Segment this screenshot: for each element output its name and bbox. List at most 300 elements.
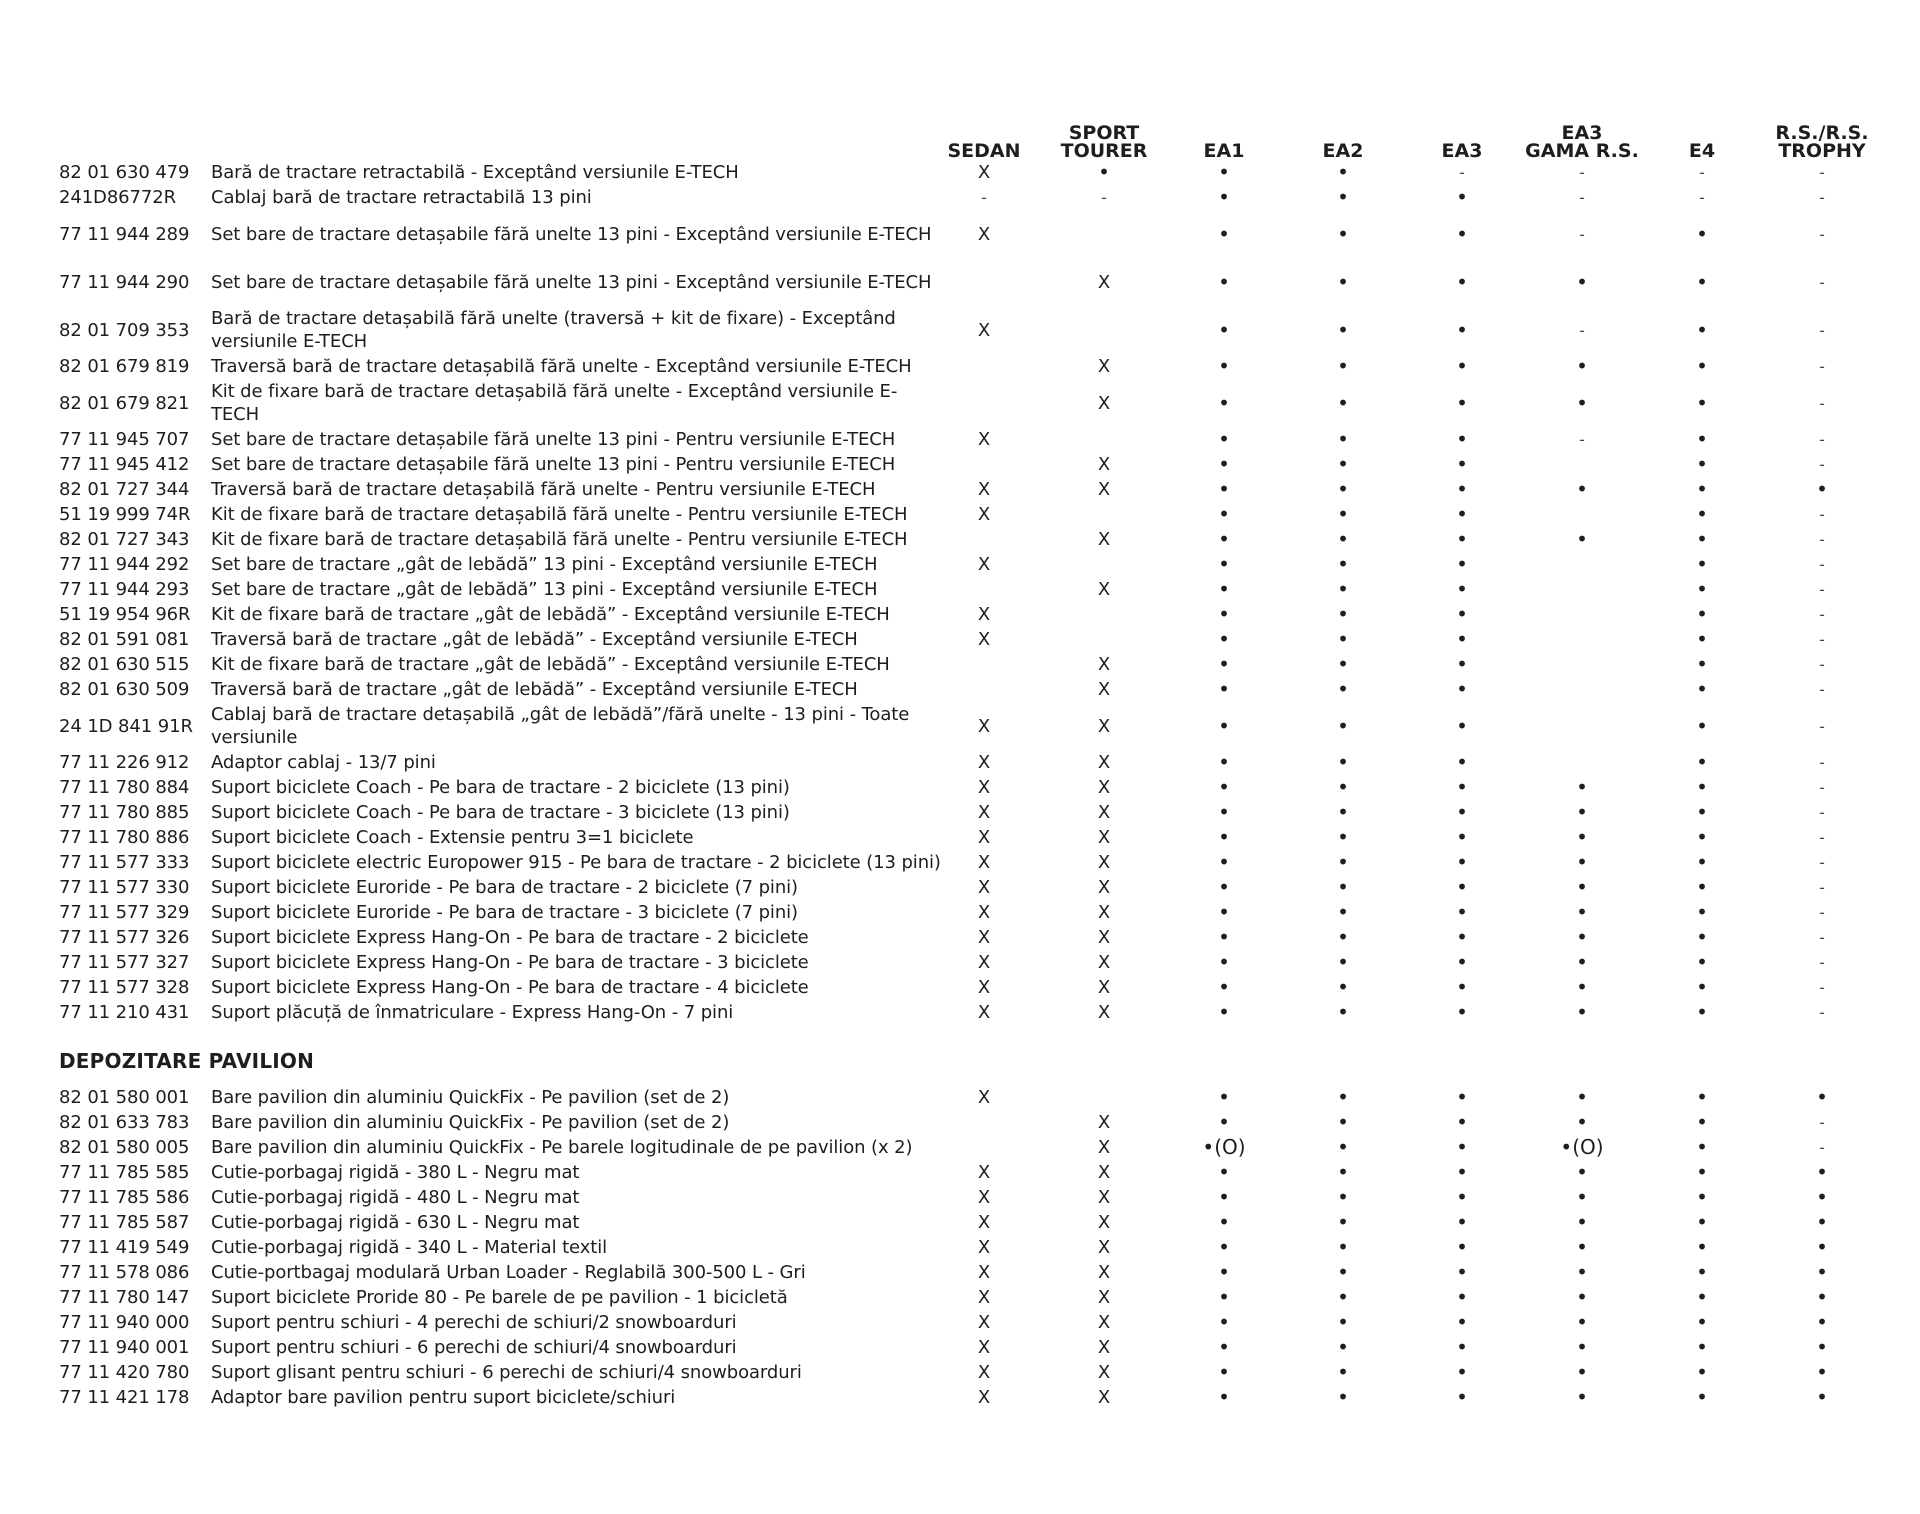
- availability-ea1: •: [1218, 750, 1230, 774]
- availability-sport-tourer: [1049, 306, 1159, 354]
- availability-rs-trophy: •: [1816, 1310, 1828, 1334]
- availability-e4: •: [1696, 825, 1708, 849]
- part-description: Bară de tractare detașabilă fără unelte (traversă + kit de fixare) - Exceptând versiunile E-TECH: [211, 308, 896, 352]
- availability-ea2: •: [1337, 850, 1349, 874]
- part-code: 77 11 210 431: [59, 1002, 190, 1023]
- availability-ea1: •: [1218, 1085, 1230, 1109]
- part-description: Bare pavilion din aluminiu QuickFix - Pe barele logitudinale de pe pavilion (x 2): [211, 1137, 913, 1158]
- availability-sedan: X: [977, 1387, 991, 1408]
- availability-ea3-gama-rs: [1527, 652, 1637, 677]
- availability-ea2: •: [1337, 1235, 1349, 1259]
- availability-rs-trophy: -: [1819, 953, 1825, 972]
- table-row: [0, 1085, 1920, 1110]
- availability-rs-trophy: •: [1816, 1210, 1828, 1234]
- availability-sedan: X: [977, 1262, 991, 1283]
- availability-e4: •: [1696, 1285, 1708, 1309]
- availability-sport-tourer: X: [1097, 579, 1111, 600]
- availability-sport-tourer: X: [1097, 1162, 1111, 1183]
- availability-rs-trophy: -: [1819, 978, 1825, 997]
- availability-sport-tourer: X: [1097, 1287, 1111, 1308]
- table-row: [0, 800, 1920, 825]
- availability-sport-tourer: X: [1097, 1212, 1111, 1233]
- availability-ea3-gama-rs: •: [1576, 825, 1588, 849]
- availability-ea3: •: [1456, 1110, 1468, 1134]
- availability-ea2: •: [1337, 825, 1349, 849]
- availability-ea1: •: [1218, 800, 1230, 824]
- table-row: [0, 652, 1920, 677]
- availability-sport-tourer: X: [1097, 1002, 1111, 1023]
- part-description: Suport biciclete Proride 80 - Pe barele de pe pavilion - 1 bicicletă: [211, 1287, 788, 1308]
- availability-e4: •: [1696, 900, 1708, 924]
- availability-ea1: •: [1218, 950, 1230, 974]
- table-row: [0, 577, 1920, 602]
- availability-ea3: •: [1456, 975, 1468, 999]
- part-code: 24 1D 841 91R: [59, 715, 193, 737]
- part-description: Kit de fixare bară de tractare „gât de lebădă” - Exceptând versiunile E-TECH: [211, 654, 890, 675]
- availability-ea2: •: [1337, 502, 1349, 526]
- availability-ea3-gama-rs: [1527, 702, 1637, 750]
- availability-e4: •: [1696, 1210, 1708, 1234]
- availability-rs-trophy: •: [1816, 1160, 1828, 1184]
- table-row: [0, 627, 1920, 652]
- part-code: 82 01 679 821: [59, 392, 190, 414]
- availability-ea3: •: [1456, 1160, 1468, 1184]
- availability-sedan: X: [977, 162, 991, 183]
- part-code: 77 11 780 886: [59, 827, 190, 848]
- availability-rs-trophy: •: [1816, 1260, 1828, 1284]
- availability-ea2: •: [1337, 1085, 1349, 1109]
- availability-ea3: •: [1456, 652, 1468, 676]
- availability-ea2: •: [1337, 1160, 1349, 1184]
- availability-ea1: •: [1218, 713, 1230, 738]
- availability-ea2: •: [1337, 221, 1349, 246]
- availability-rs-trophy: -: [1819, 320, 1825, 340]
- availability-e4: •: [1696, 1335, 1708, 1359]
- part-code: 77 11 785 585: [59, 1162, 190, 1183]
- table-row: [0, 527, 1920, 552]
- availability-ea3: •: [1456, 185, 1468, 209]
- table-row: [0, 452, 1920, 477]
- availability-ea1: •: [1218, 269, 1230, 294]
- section-title-roof-storage: DEPOZITARE PAVILION: [59, 1049, 315, 1073]
- availability-ea2: •: [1337, 269, 1349, 294]
- part-description: Suport biciclete Coach - Pe bara de tractare - 3 biciclete (13 pini): [211, 802, 790, 823]
- part-description: Traversă bară de tractare „gât de lebădă” - Exceptând versiunile E-TECH: [211, 629, 858, 650]
- column-header-rs-trophy: R.S./R.S. TROPHY: [1775, 122, 1869, 162]
- availability-ea3-gama-rs: •: [1576, 850, 1588, 874]
- availability-rs-trophy: -: [1819, 455, 1825, 474]
- part-code: 77 11 944 292: [59, 554, 190, 575]
- availability-sedan: X: [977, 1087, 991, 1108]
- availability-ea3: •: [1456, 775, 1468, 799]
- availability-rs-trophy: -: [1819, 430, 1825, 449]
- availability-e4: •: [1696, 1160, 1708, 1184]
- availability-e4: •: [1696, 713, 1708, 738]
- availability-ea3-gama-rs: [1527, 452, 1637, 477]
- availability-e4: -: [1699, 188, 1705, 207]
- availability-rs-trophy: -: [1819, 928, 1825, 947]
- availability-sedan: X: [977, 604, 991, 625]
- part-description: Suport biciclete Euroride - Pe bara de tractare - 3 biciclete (7 pini): [211, 902, 798, 923]
- part-code: 77 11 577 326: [59, 927, 190, 948]
- availability-sport-tourer: •: [1098, 160, 1110, 184]
- availability-ea3: •: [1456, 502, 1468, 526]
- availability-ea3: •: [1456, 1085, 1468, 1109]
- part-code: 77 11 780 884: [59, 777, 190, 798]
- availability-ea1: •: [1218, 1185, 1230, 1209]
- availability-sedan: X: [977, 1187, 991, 1208]
- availability-e4: •: [1696, 975, 1708, 999]
- part-description: Set bare de tractare detașabile fără unelte 13 pini - Pentru versiunile E-TECH: [211, 429, 896, 450]
- availability-rs-trophy: -: [1819, 272, 1825, 292]
- part-description: Set bare de tractare detașabile fără unelte 13 pini - Exceptând versiunile E-TECH: [211, 271, 932, 293]
- availability-sport-tourer: X: [1097, 1137, 1111, 1158]
- availability-ea1: •: [1218, 900, 1230, 924]
- availability-ea1: •: [1218, 552, 1230, 576]
- availability-e4: •: [1696, 627, 1708, 651]
- availability-ea3: •: [1456, 1335, 1468, 1359]
- availability-e4: •: [1696, 775, 1708, 799]
- part-description: Bare pavilion din aluminiu QuickFix - Pe pavilion (set de 2): [211, 1112, 730, 1133]
- availability-ea3: •: [1456, 452, 1468, 476]
- table-row: [0, 354, 1920, 379]
- availability-ea1: •: [1218, 390, 1230, 415]
- availability-ea2: •: [1337, 900, 1349, 924]
- table-row: [0, 750, 1920, 775]
- availability-e4: •: [1696, 1135, 1708, 1159]
- part-code: 77 11 940 000: [59, 1312, 190, 1333]
- availability-ea3: •: [1456, 552, 1468, 576]
- availability-ea2: •: [1337, 527, 1349, 551]
- availability-ea3: •: [1456, 427, 1468, 451]
- availability-sedan: X: [977, 1337, 991, 1358]
- availability-e4: •: [1696, 1360, 1708, 1384]
- availability-ea3-gama-rs: •(O): [1560, 1135, 1604, 1159]
- part-description: Cutie-porbagaj rigidă - 630 L - Negru mat: [211, 1212, 580, 1233]
- availability-sport-tourer: [1049, 602, 1159, 627]
- availability-rs-trophy: •: [1816, 477, 1828, 501]
- table-row: [0, 379, 1920, 427]
- availability-sedan: X: [977, 777, 991, 798]
- availability-sedan: X: [977, 852, 991, 873]
- availability-sport-tourer: X: [1097, 927, 1111, 948]
- availability-rs-trophy: -: [1819, 716, 1825, 736]
- availability-ea3: •: [1456, 1000, 1468, 1024]
- availability-rs-trophy: -: [1819, 655, 1825, 674]
- part-code: 241D86772R: [59, 187, 176, 208]
- availability-ea3: •: [1456, 900, 1468, 924]
- availability-sport-tourer: X: [1097, 852, 1111, 873]
- availability-ea3-gama-rs: •: [1576, 975, 1588, 999]
- table-row: [0, 602, 1920, 627]
- availability-rs-trophy: -: [1819, 1003, 1825, 1022]
- availability-ea3-gama-rs: •: [1576, 1185, 1588, 1209]
- availability-ea1: •: [1218, 317, 1230, 342]
- availability-ea1: •: [1218, 1285, 1230, 1309]
- availability-sedan: [929, 577, 1039, 602]
- part-code: 77 11 785 587: [59, 1212, 190, 1233]
- table-row: [0, 875, 1920, 900]
- availability-ea2: •: [1337, 1185, 1349, 1209]
- availability-ea3: •: [1456, 800, 1468, 824]
- table-row: [0, 160, 1920, 185]
- availability-rs-trophy: -: [1819, 1113, 1825, 1132]
- availability-ea2: •: [1337, 1285, 1349, 1309]
- availability-ea3-gama-rs: •: [1576, 1085, 1588, 1109]
- availability-sedan: [929, 452, 1039, 477]
- availability-ea3-gama-rs: [1527, 552, 1637, 577]
- part-description: Set bare de tractare „gât de lebădă” 13 pini - Exceptând versiunile E-TECH: [211, 579, 878, 600]
- availability-sedan: X: [977, 504, 991, 525]
- table-row: [0, 1000, 1920, 1025]
- availability-rs-trophy: -: [1819, 555, 1825, 574]
- availability-sedan: X: [977, 554, 991, 575]
- availability-sport-tourer: X: [1097, 1337, 1111, 1358]
- availability-ea2: •: [1337, 1310, 1349, 1334]
- availability-rs-trophy: -: [1819, 188, 1825, 207]
- availability-sport-tourer: X: [1097, 679, 1111, 700]
- availability-e4: •: [1696, 1110, 1708, 1134]
- availability-ea1: •: [1218, 1260, 1230, 1284]
- part-code: 82 01 630 479: [59, 162, 190, 183]
- part-code: 82 01 709 353: [59, 319, 190, 341]
- part-code: 82 01 630 509: [59, 679, 190, 700]
- availability-ea2: •: [1337, 652, 1349, 676]
- availability-sport-tourer: [1049, 627, 1159, 652]
- availability-ea2: •: [1337, 452, 1349, 476]
- availability-e4: •: [1696, 800, 1708, 824]
- availability-rs-trophy: -: [1819, 778, 1825, 797]
- table-row: [0, 1235, 1920, 1260]
- availability-ea2: •: [1337, 552, 1349, 576]
- availability-ea3: •: [1456, 1360, 1468, 1384]
- availability-rs-trophy: -: [1819, 828, 1825, 847]
- availability-ea3: •: [1456, 221, 1468, 246]
- part-description: Cutie-porbagaj rigidă - 340 L - Material textil: [211, 1237, 608, 1258]
- availability-rs-trophy: -: [1819, 605, 1825, 624]
- part-description: Suport biciclete Euroride - Pe bara de tractare - 2 biciclete (7 pini): [211, 877, 798, 898]
- table-row: [0, 1360, 1920, 1385]
- availability-sedan: X: [977, 1362, 991, 1383]
- part-description: Kit de fixare bară de tractare detașabilă fără unelte - Exceptând versiunile E-TECH: [211, 381, 898, 425]
- part-description: Suport biciclete Express Hang-On - Pe bara de tractare - 2 biciclete: [211, 927, 809, 948]
- availability-ea1: •: [1218, 875, 1230, 899]
- availability-ea3-gama-rs: •: [1576, 800, 1588, 824]
- availability-e4: •: [1696, 1385, 1708, 1409]
- availability-rs-trophy: -: [1819, 224, 1825, 244]
- part-code: 77 11 944 289: [59, 223, 190, 245]
- availability-ea3: •: [1456, 1285, 1468, 1309]
- availability-sport-tourer: X: [1097, 1387, 1111, 1408]
- part-code: 82 01 591 081: [59, 629, 190, 650]
- availability-ea2: •: [1337, 800, 1349, 824]
- availability-ea1: •: [1218, 502, 1230, 526]
- availability-ea1: •: [1218, 1385, 1230, 1409]
- availability-sedan: -: [981, 188, 987, 207]
- availability-sport-tourer: [1049, 427, 1159, 452]
- availability-rs-trophy: -: [1819, 357, 1825, 376]
- availability-sedan: [929, 258, 1039, 306]
- availability-ea2: •: [1337, 1110, 1349, 1134]
- availability-sport-tourer: [1049, 552, 1159, 577]
- column-header-sport-tourer: SPORT TOURER: [1060, 122, 1148, 162]
- availability-e4: •: [1696, 1000, 1708, 1024]
- availability-ea2: •: [1337, 602, 1349, 626]
- availability-ea3: •: [1456, 1310, 1468, 1334]
- availability-rs-trophy: •: [1816, 1085, 1828, 1109]
- availability-sedan: X: [977, 927, 991, 948]
- table-row: [0, 185, 1920, 210]
- availability-ea2: •: [1337, 627, 1349, 651]
- availability-rs-trophy: -: [1819, 853, 1825, 872]
- availability-ea2: •: [1337, 775, 1349, 799]
- availability-e4: •: [1696, 354, 1708, 378]
- availability-ea1: •: [1218, 577, 1230, 601]
- availability-ea3-gama-rs: -: [1579, 224, 1585, 244]
- availability-sport-tourer: X: [1097, 454, 1111, 475]
- availability-sedan: X: [977, 223, 991, 245]
- availability-ea2: •: [1337, 713, 1349, 738]
- availability-sedan: X: [977, 902, 991, 923]
- availability-ea1: •: [1218, 627, 1230, 651]
- part-description: Suport pentru schiuri - 4 perechi de schiuri/2 snowboarduri: [211, 1312, 737, 1333]
- column-header-ea3-gama-rs: EA3 GAMA R.S.: [1525, 122, 1639, 162]
- availability-ea3: -: [1459, 163, 1465, 182]
- availability-sedan: [929, 652, 1039, 677]
- part-description: Suport biciclete Coach - Extensie pentru 3=1 biciclete: [211, 827, 694, 848]
- table-row: [0, 925, 1920, 950]
- table-row: [0, 210, 1920, 258]
- table-row: [0, 477, 1920, 502]
- part-description: Suport biciclete Coach - Pe bara de tractare - 2 biciclete (13 pini): [211, 777, 790, 798]
- availability-rs-trophy: •: [1816, 1385, 1828, 1409]
- table-row: [0, 900, 1920, 925]
- availability-e4: •: [1696, 269, 1708, 294]
- table-row: [0, 1160, 1920, 1185]
- availability-sedan: [929, 1110, 1039, 1135]
- availability-e4: •: [1696, 750, 1708, 774]
- availability-ea3-gama-rs: •: [1576, 1285, 1588, 1309]
- part-description: Traversă bară de tractare „gât de lebădă” - Exceptând versiunile E-TECH: [211, 679, 858, 700]
- part-code: 82 01 727 344: [59, 479, 190, 500]
- availability-ea3-gama-rs: -: [1579, 320, 1585, 340]
- table-row: [0, 702, 1920, 750]
- availability-ea3-gama-rs: •: [1576, 1335, 1588, 1359]
- table-row: [0, 1335, 1920, 1360]
- availability-ea1: •: [1218, 452, 1230, 476]
- table-row: [0, 1110, 1920, 1135]
- availability-ea2: •: [1337, 950, 1349, 974]
- availability-rs-trophy: -: [1819, 505, 1825, 524]
- table-row: [0, 1260, 1920, 1285]
- availability-ea2: •: [1337, 185, 1349, 209]
- availability-ea1: •: [1218, 1000, 1230, 1024]
- availability-ea3: •: [1456, 577, 1468, 601]
- part-description: Set bare de tractare detașabile fără unelte 13 pini - Pentru versiunile E-TECH: [211, 454, 896, 475]
- availability-ea3-gama-rs: [1527, 577, 1637, 602]
- part-code: 82 01 727 343: [59, 529, 190, 550]
- availability-sedan: [929, 677, 1039, 702]
- availability-rs-trophy: -: [1819, 163, 1825, 182]
- availability-ea3: •: [1456, 1260, 1468, 1284]
- part-description: Bare pavilion din aluminiu QuickFix - Pe pavilion (set de 2): [211, 1087, 730, 1108]
- availability-sedan: [929, 379, 1039, 427]
- availability-ea3: •: [1456, 269, 1468, 294]
- part-code: 77 11 577 333: [59, 852, 190, 873]
- availability-rs-trophy: -: [1819, 1138, 1825, 1157]
- part-code: 82 01 679 819: [59, 356, 190, 377]
- availability-ea3: •: [1456, 875, 1468, 899]
- availability-e4: •: [1696, 552, 1708, 576]
- availability-ea1: •: [1218, 925, 1230, 949]
- table-row: [0, 258, 1920, 306]
- part-code: 77 11 421 178: [59, 1387, 190, 1408]
- availability-sport-tourer: X: [1097, 356, 1111, 377]
- availability-ea3-gama-rs: •: [1576, 1310, 1588, 1334]
- availability-ea3-gama-rs: •: [1576, 390, 1588, 415]
- part-code: 77 11 940 001: [59, 1337, 190, 1358]
- availability-ea2: •: [1337, 750, 1349, 774]
- availability-ea3-gama-rs: •: [1576, 269, 1588, 294]
- availability-ea3-gama-rs: •: [1576, 925, 1588, 949]
- availability-e4: •: [1696, 925, 1708, 949]
- table-row: [0, 1385, 1920, 1410]
- availability-sport-tourer: [1049, 502, 1159, 527]
- availability-sedan: X: [977, 1212, 991, 1233]
- availability-sport-tourer: X: [1097, 877, 1111, 898]
- availability-sport-tourer: X: [1097, 1262, 1111, 1283]
- availability-sedan: X: [977, 1312, 991, 1333]
- availability-ea3: •: [1456, 1235, 1468, 1259]
- table-row: [0, 825, 1920, 850]
- availability-ea2: •: [1337, 577, 1349, 601]
- availability-rs-trophy: •: [1816, 1185, 1828, 1209]
- availability-ea1: •: [1218, 527, 1230, 551]
- availability-sport-tourer: -: [1101, 188, 1107, 207]
- part-description: Adaptor bare pavilion pentru suport biciclete/schiuri: [211, 1387, 676, 1408]
- part-code: 77 11 420 780: [59, 1362, 190, 1383]
- part-code: 77 11 419 549: [59, 1237, 190, 1258]
- availability-ea2: •: [1337, 390, 1349, 415]
- availability-e4: •: [1696, 1185, 1708, 1209]
- availability-rs-trophy: •: [1816, 1335, 1828, 1359]
- availability-ea3: •: [1456, 477, 1468, 501]
- availability-ea2: •: [1337, 1135, 1349, 1159]
- part-code: 77 11 577 330: [59, 877, 190, 898]
- availability-ea3: •: [1456, 390, 1468, 415]
- availability-ea3-gama-rs: •: [1576, 354, 1588, 378]
- table-row: [0, 1185, 1920, 1210]
- availability-ea1: •: [1218, 160, 1230, 184]
- availability-ea2: •: [1337, 1210, 1349, 1234]
- table-row: [0, 427, 1920, 452]
- availability-e4: •: [1696, 477, 1708, 501]
- availability-ea1: •: [1218, 221, 1230, 246]
- availability-ea3: •: [1456, 527, 1468, 551]
- availability-e4: •: [1696, 577, 1708, 601]
- availability-e4: •: [1696, 1085, 1708, 1109]
- availability-sedan: X: [977, 1002, 991, 1023]
- availability-ea3: •: [1456, 850, 1468, 874]
- availability-sport-tourer: X: [1097, 802, 1111, 823]
- availability-ea3-gama-rs: •: [1576, 950, 1588, 974]
- part-description: Suport pentru schiuri - 6 perechi de schiuri/4 snowboarduri: [211, 1337, 737, 1358]
- part-code: 77 11 780 885: [59, 802, 190, 823]
- availability-rs-trophy: -: [1819, 803, 1825, 822]
- availability-rs-trophy: •: [1816, 1235, 1828, 1259]
- table-row: [0, 677, 1920, 702]
- availability-ea1: •: [1218, 477, 1230, 501]
